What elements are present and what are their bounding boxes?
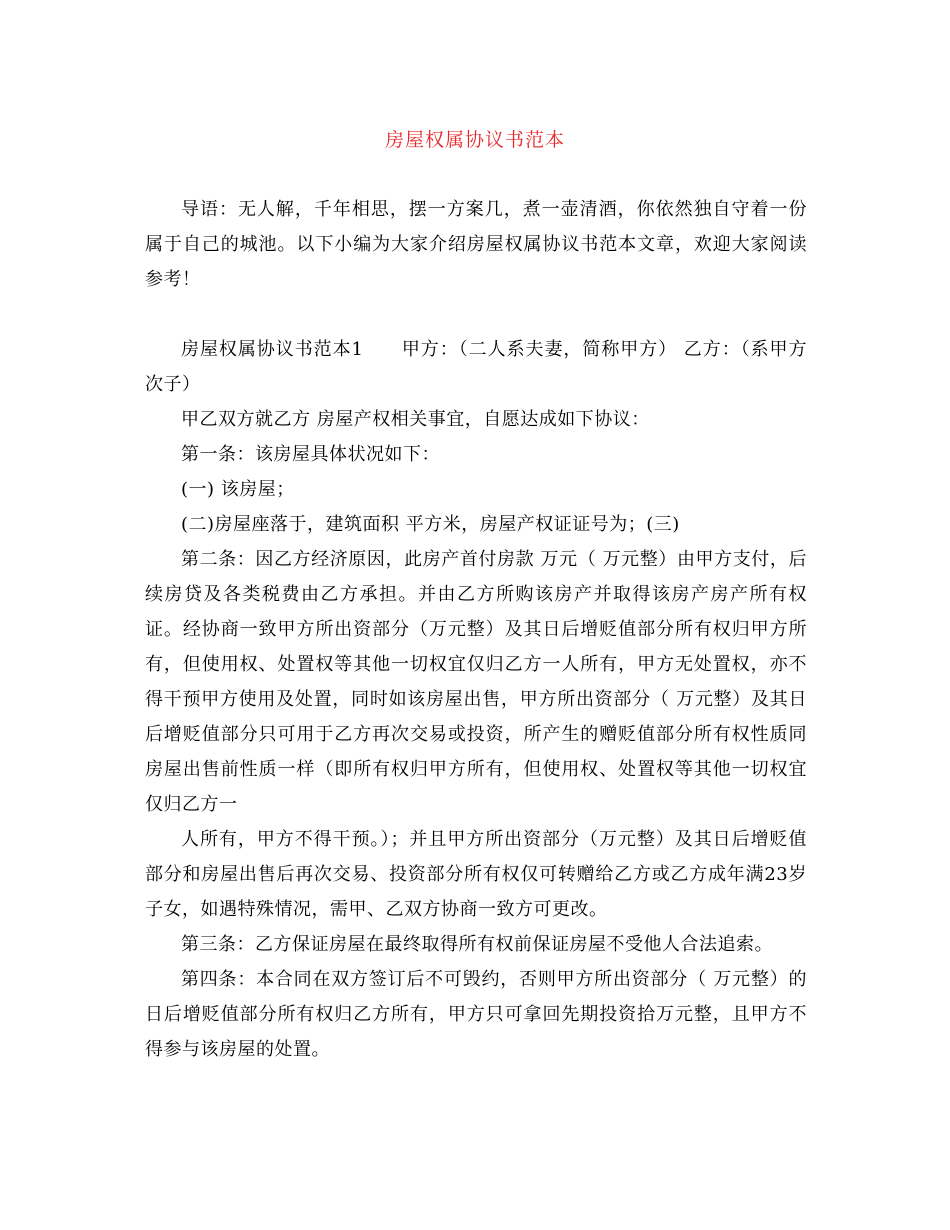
parties-paragraph: 房屋权属协议书范本1 甲方：（二人系夫妻，简称甲方） 乙方：（系甲方次子） (145, 339, 807, 395)
document-body (145, 192, 807, 1067)
article-1-item-2: (二)房屋座落于，建筑面积 平方米，房屋产权证证号为；(三) (181, 514, 680, 535)
agreement-intro-paragraph: 甲乙双方就乙方 房屋产权相关事宜，自愿达成如下协议： (181, 409, 650, 430)
article-3-paragraph: 第三条：乙方保证房屋在最终取得所有权前保证房屋不受他人合法追索。 (181, 934, 773, 955)
document-title: 房屋权属协议书范本 (384, 129, 565, 151)
article-1-item-1: (一) 该房屋； (181, 479, 295, 500)
article-2-paragraph: 第二条：因乙方经济原因，此房产首付房款 万元（ 万元整）由甲方支付，后续房贷及各类税费由乙方承担。并由乙方所购该房产并取得该房产房产所有权证。经协商一致甲方所出资部分（万元整）及其日后增贬值部分所有权归甲方所有，但使用权、处置权等其他一切权宜仅归乙方一人所有，甲方无处置权，亦不得干预甲方使用及处置，同时如该房屋出售，甲方所出资部分（ 万元整）及其日后增贬值部分只可用于乙方再次交易或投资，所产生的赠贬值部分所有权性质同房屋出售前性质一样（即所有权归甲方所有，但使用权、处置权等其他一切权宜仅归乙方一 (145, 549, 807, 815)
paragraph-gap (145, 297, 807, 332)
article-2-continued-paragraph: 人所有，甲方不得干预。）；并且甲方所出资部分（万元整）及其日后增贬值部分和房屋出售后再次交易、投资部分所有权仅可转赠给乙方或乙方成年满23岁子女，如遇特殊情况，需甲、乙双方协商一致方可更改。 (145, 829, 807, 920)
article-4-paragraph: 第四条：本合同在双方签订后不可毁约，否则甲方所出资部分（ 万元整）的日后增贬值部分所有权归乙方所有，甲方只可拿回先期投资拾万元整，且甲方不得参与该房屋的处置。 (145, 969, 807, 1060)
intro-paragraph: 导语：无人解，千年相思，摆一方案几，煮一壶清酒，你依然独自守着一份属于自己的城池。以下小编为大家介绍房屋权属协议书范本文章，欢迎大家阅读参考！ (145, 199, 807, 290)
article-1-paragraph: 第一条：该房屋具体状况如下： (181, 444, 440, 465)
